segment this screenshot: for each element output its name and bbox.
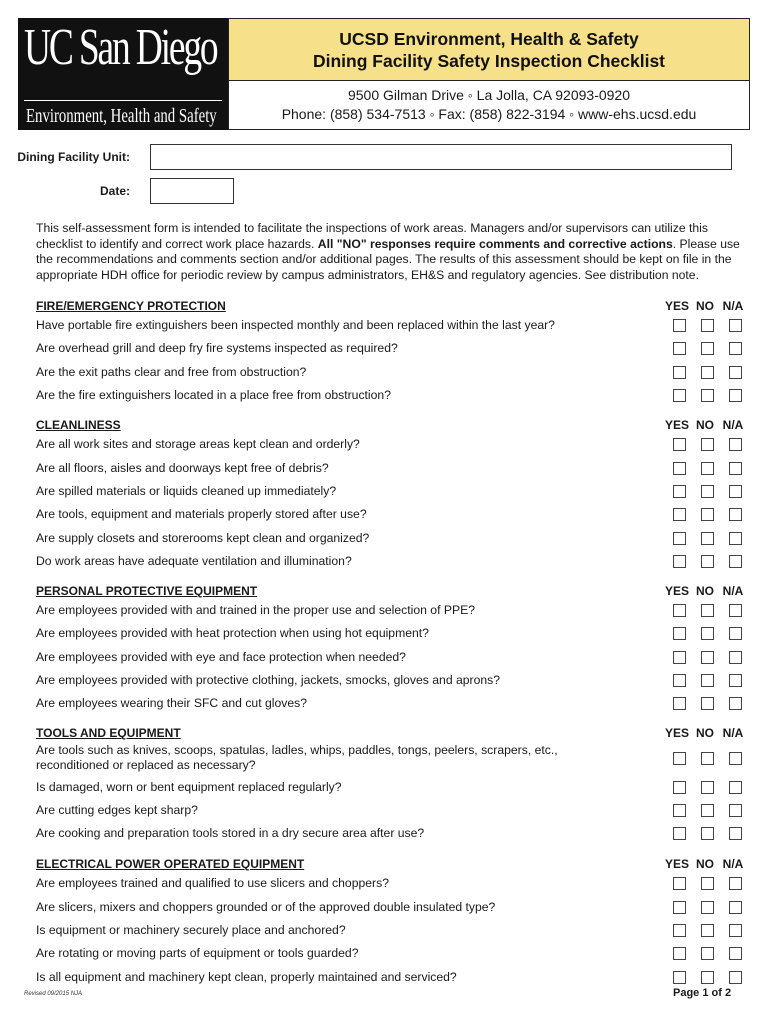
section-header <box>36 583 744 599</box>
section-title: ELECTRICAL POWER OPERATED EQUIPMENT <box>36 857 305 872</box>
intro-text-2: . Please use the recommendations and comments section and/or additional pages. The results of this assessment should be kept on file in the appropriate HDH office for periodic review by campus administrators, EH&S and regulatory agencies. See distribution note. <box>36 236 740 282</box>
question-text: Are employees trained and qualified to use slicers and choppers? <box>36 876 389 891</box>
no-checkbox[interactable] <box>701 319 714 332</box>
question-text: Are employees provided with heat protection when using hot equipment? <box>36 626 429 641</box>
no-checkbox[interactable] <box>701 804 714 817</box>
question-row <box>36 646 744 669</box>
column-header-yes: YES <box>664 857 689 872</box>
column-header-no: NO <box>696 418 714 433</box>
no-checkbox[interactable] <box>701 438 714 451</box>
question-text: Are slicers, mixers and choppers grounded or of the approved double insulated type? <box>36 899 496 914</box>
answer-checkboxes <box>658 319 742 332</box>
unit-field-row <box>0 144 732 170</box>
yes-checkbox[interactable] <box>673 532 686 545</box>
no-checkbox[interactable] <box>701 508 714 521</box>
yes-checkbox[interactable] <box>673 804 686 817</box>
no-checkbox[interactable] <box>701 752 714 765</box>
address-text: 9500 Gilman Drive ◦ La Jolla, CA 92093-0920 <box>347 87 631 103</box>
logo-subtitle: Environment, Health and Safety <box>26 105 217 127</box>
na-checkbox[interactable] <box>729 555 742 568</box>
na-checkbox[interactable] <box>729 627 742 640</box>
logo-wordmark: UC San Diego <box>24 19 217 76</box>
no-checkbox[interactable] <box>701 462 714 475</box>
question-text: Do work areas have adequate ventilation and illumination? <box>36 553 352 568</box>
na-checkbox[interactable] <box>729 947 742 960</box>
no-checkbox[interactable] <box>701 651 714 664</box>
column-header-yes: YES <box>664 418 689 433</box>
na-checkbox[interactable] <box>729 389 742 402</box>
question-text: Are rotating or moving parts of equipment or tools guarded? <box>36 946 359 961</box>
yes-checkbox[interactable] <box>673 389 686 402</box>
question-text: Are employees provided with protective clothing, jackets, smocks, gloves and aprons? <box>36 673 501 687</box>
contact-band <box>229 81 749 129</box>
date-input[interactable] <box>150 178 234 204</box>
column-header-yes: YES <box>664 299 689 313</box>
contact-text: Phone: (858) 534-7513 ◦ Fax: (858) 822-3194 ◦ www-ehs.ucsd.edu <box>281 106 697 122</box>
yes-checkbox[interactable] <box>673 508 686 521</box>
question-row <box>36 550 744 573</box>
answer-checkboxes <box>658 781 742 794</box>
question-row <box>36 526 744 549</box>
no-checkbox[interactable] <box>701 627 714 640</box>
no-checkbox[interactable] <box>701 781 714 794</box>
na-checkbox[interactable] <box>729 781 742 794</box>
yes-checkbox[interactable] <box>673 947 686 960</box>
section-title: PERSONAL PROTECTIVE EQUIPMENT <box>36 583 258 598</box>
question-text: Are cutting edges kept sharp? <box>36 802 198 817</box>
title-box <box>228 18 750 130</box>
answer-checkboxes <box>658 947 742 960</box>
answer-checkboxes <box>658 877 742 890</box>
na-checkbox[interactable] <box>729 827 742 840</box>
column-header-yes: YES <box>664 726 689 741</box>
answer-column-headers <box>663 726 747 740</box>
question-row <box>36 622 744 645</box>
answer-checkboxes <box>658 508 742 521</box>
question-row <box>36 896 744 919</box>
checklist-section <box>36 583 744 715</box>
answer-checkboxes <box>658 604 742 617</box>
intro-text-1: This self-assessment form is intended to facilitate the inspections of work areas. Managers and/or supervisors can utilize this checklist to identify and correct work place hazards. <box>36 221 708 251</box>
question-row <box>36 361 744 384</box>
section-title: FIRE/EMERGENCY PROTECTION <box>36 299 226 313</box>
unit-label: Dining Facility Unit: <box>17 150 130 164</box>
column-header-na: N/A <box>722 299 744 313</box>
question-text: Are tools, equipment and materials properly stored after use? <box>36 507 367 522</box>
na-checkbox[interactable] <box>729 752 742 765</box>
checklist-section <box>36 856 744 988</box>
question-text: Are supply closets and storerooms kept clean and organized? <box>36 530 370 545</box>
yes-checkbox[interactable] <box>673 752 686 765</box>
answer-checkboxes <box>658 532 742 545</box>
question-row <box>36 337 744 360</box>
question-text: Is equipment or machinery securely place and anchored? <box>36 923 346 938</box>
column-header-na: N/A <box>722 583 744 598</box>
revision-note: Revised 09/2015 NJA <box>24 991 83 997</box>
yes-checkbox[interactable] <box>673 781 686 794</box>
answer-column-headers <box>663 584 747 598</box>
question-row <box>36 480 744 503</box>
question-text: Are employees wearing their SFC and cut gloves? <box>36 696 307 711</box>
page-header <box>18 18 750 130</box>
answer-checkboxes <box>658 827 742 840</box>
section-header <box>36 856 744 872</box>
answer-checkboxes <box>658 342 742 355</box>
question-row <box>36 456 744 479</box>
answer-checkboxes <box>658 651 742 664</box>
question-row <box>36 822 744 845</box>
question-text: Are all work sites and storage areas kept clean and orderly? <box>36 437 360 452</box>
column-header-no: NO <box>696 857 714 872</box>
yes-checkbox[interactable] <box>673 604 686 617</box>
yes-checkbox[interactable] <box>673 342 686 355</box>
na-checkbox[interactable] <box>729 462 742 475</box>
question-text: Are employees provided with and trained in the proper use and selection of PPE? <box>36 603 476 618</box>
column-header-no: NO <box>696 299 714 313</box>
date-field-row <box>0 178 234 204</box>
na-checkbox[interactable] <box>729 674 742 687</box>
answer-checkboxes <box>658 971 742 984</box>
section-header <box>36 298 744 314</box>
page-number: Page 1 of 2 <box>673 987 732 999</box>
na-checkbox[interactable] <box>729 651 742 664</box>
no-checkbox[interactable] <box>701 604 714 617</box>
column-header-yes: YES <box>664 583 689 598</box>
question-row <box>36 799 744 822</box>
ucsd-logo <box>18 18 228 130</box>
yes-checkbox[interactable] <box>673 651 686 664</box>
no-checkbox[interactable] <box>701 555 714 568</box>
question-row <box>36 741 744 775</box>
na-checkbox[interactable] <box>729 804 742 817</box>
na-checkbox[interactable] <box>729 901 742 914</box>
yes-checkbox[interactable] <box>673 674 686 687</box>
section-title: CLEANLINESS <box>36 418 121 433</box>
question-row <box>36 669 744 692</box>
no-checkbox[interactable] <box>701 877 714 890</box>
answer-checkboxes <box>658 555 742 568</box>
title-line-2: Dining Facility Safety Inspection Checklist <box>312 50 666 71</box>
na-checkbox[interactable] <box>729 604 742 617</box>
column-header-no: NO <box>696 726 714 741</box>
no-checkbox[interactable] <box>701 342 714 355</box>
intro-bold-text: All "NO" responses require comments and corrective actions <box>317 236 673 251</box>
question-text: Have portable fire extinguishers been inspected monthly and been replaced within the last year? <box>36 318 555 333</box>
question-text: Are overhead grill and deep fry fire systems inspected as required? <box>36 341 398 356</box>
na-checkbox[interactable] <box>729 697 742 710</box>
no-checkbox[interactable] <box>701 485 714 498</box>
no-checkbox[interactable] <box>701 924 714 937</box>
title-line-1: UCSD Environment, Health & Safety <box>339 28 639 49</box>
no-checkbox[interactable] <box>701 947 714 960</box>
question-text: Are employees provided with eye and face protection when needed? <box>36 649 406 664</box>
yes-checkbox[interactable] <box>673 924 686 937</box>
answer-checkboxes <box>658 674 742 687</box>
question-row <box>36 503 744 526</box>
na-checkbox[interactable] <box>729 924 742 937</box>
question-row <box>36 919 744 942</box>
question-row <box>36 966 744 989</box>
answer-checkboxes <box>658 924 742 937</box>
column-header-na: N/A <box>722 418 744 433</box>
question-text: Are cooking and preparation tools stored in a dry secure area after use? <box>36 826 425 841</box>
answer-column-headers <box>663 418 747 432</box>
question-row <box>36 775 744 798</box>
answer-checkboxes <box>658 697 742 710</box>
answer-checkboxes <box>658 901 742 914</box>
answer-checkboxes <box>658 462 742 475</box>
no-checkbox[interactable] <box>701 827 714 840</box>
yes-checkbox[interactable] <box>673 366 686 379</box>
yes-checkbox[interactable] <box>673 697 686 710</box>
question-row <box>36 872 744 895</box>
answer-column-headers <box>663 299 747 313</box>
logo-divider <box>24 100 222 101</box>
question-text: Are the exit paths clear and free from obstruction? <box>36 364 307 379</box>
na-checkbox[interactable] <box>729 366 742 379</box>
na-checkbox[interactable] <box>729 438 742 451</box>
yes-checkbox[interactable] <box>673 485 686 498</box>
column-header-no: NO <box>696 583 714 598</box>
na-checkbox[interactable] <box>729 485 742 498</box>
answer-checkboxes <box>658 438 742 451</box>
yes-checkbox[interactable] <box>673 462 686 475</box>
no-checkbox[interactable] <box>701 532 714 545</box>
question-text: Are all floors, aisles and doorways kept free of debris? <box>36 460 329 475</box>
question-text: Are the fire extinguishers located in a place free from obstruction? <box>36 388 391 403</box>
checklist-section <box>36 298 744 407</box>
yes-checkbox[interactable] <box>673 319 686 332</box>
yes-checkbox[interactable] <box>673 627 686 640</box>
answer-checkboxes <box>658 752 742 765</box>
na-checkbox[interactable] <box>729 319 742 332</box>
answer-checkboxes <box>658 485 742 498</box>
question-row <box>36 692 744 715</box>
no-checkbox[interactable] <box>701 389 714 402</box>
answer-checkboxes <box>658 804 742 817</box>
no-checkbox[interactable] <box>701 901 714 914</box>
question-row <box>36 433 744 456</box>
yes-checkbox[interactable] <box>673 438 686 451</box>
question-row <box>36 384 744 407</box>
answer-checkboxes <box>658 389 742 402</box>
column-header-na: N/A <box>722 726 744 741</box>
question-row <box>36 942 744 965</box>
na-checkbox[interactable] <box>729 877 742 890</box>
yes-checkbox[interactable] <box>673 971 686 984</box>
yes-checkbox[interactable] <box>673 901 686 914</box>
na-checkbox[interactable] <box>729 342 742 355</box>
checklist-sections <box>36 298 744 989</box>
no-checkbox[interactable] <box>701 674 714 687</box>
column-header-na: N/A <box>722 857 744 872</box>
no-checkbox[interactable] <box>701 366 714 379</box>
checklist-section <box>36 725 744 845</box>
answer-checkboxes <box>658 366 742 379</box>
intro-paragraph <box>36 221 748 283</box>
section-header <box>36 417 744 433</box>
checklist-section <box>36 417 744 573</box>
question-text: Is all equipment and machinery kept clean, properly maintained and serviced? <box>36 969 457 984</box>
no-checkbox[interactable] <box>701 971 714 984</box>
question-text: Are tools such as knives, scoops, spatulas, ladles, whips, paddles, tongs, peelers, scrapers, etc., reconditioned or replaced as necessary? <box>36 743 558 773</box>
answer-column-headers <box>663 857 747 871</box>
answer-checkboxes <box>658 627 742 640</box>
yes-checkbox[interactable] <box>673 827 686 840</box>
date-label: Date: <box>99 184 130 198</box>
section-title: TOOLS AND EQUIPMENT <box>36 726 181 741</box>
question-text: Is damaged, worn or bent equipment replaced regularly? <box>36 779 342 794</box>
no-checkbox[interactable] <box>701 697 714 710</box>
question-row <box>36 314 744 337</box>
na-checkbox[interactable] <box>729 508 742 521</box>
yes-checkbox[interactable] <box>673 555 686 568</box>
question-row <box>36 599 744 622</box>
title-band <box>229 19 749 81</box>
na-checkbox[interactable] <box>729 532 742 545</box>
na-checkbox[interactable] <box>729 971 742 984</box>
yes-checkbox[interactable] <box>673 877 686 890</box>
dining-unit-input[interactable] <box>150 144 732 170</box>
section-header <box>36 725 744 741</box>
question-text: Are spilled materials or liquids cleaned up immediately? <box>36 483 337 498</box>
